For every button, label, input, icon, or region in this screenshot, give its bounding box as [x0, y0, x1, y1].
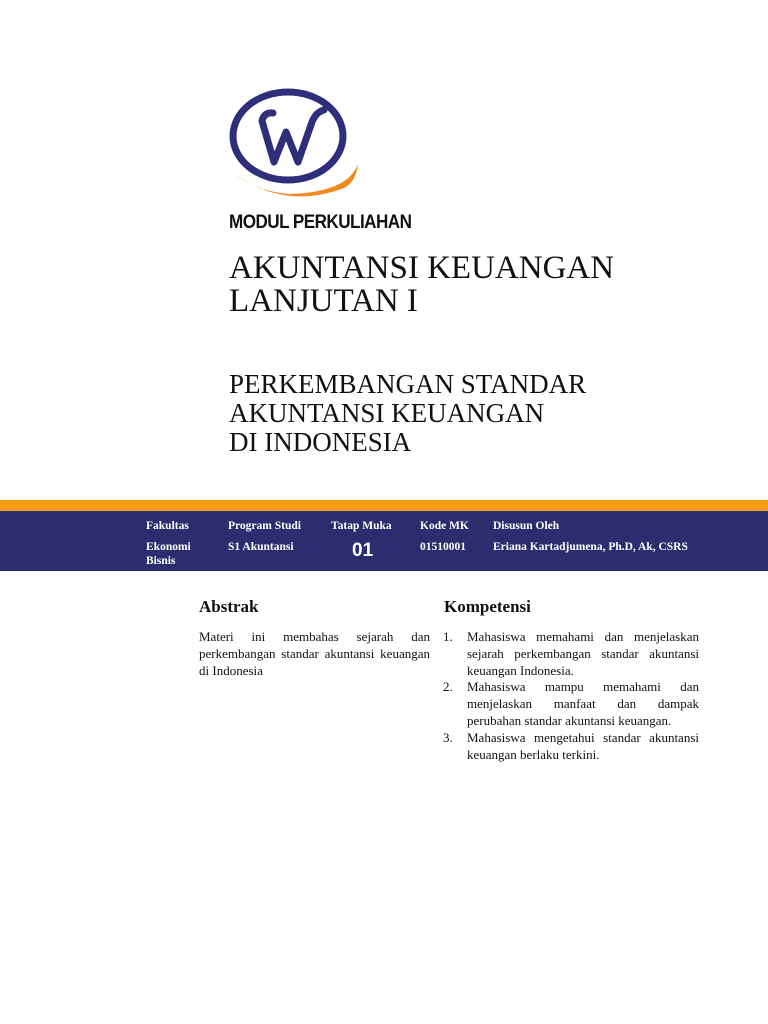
course-info-band [0, 511, 768, 571]
orange-divider [0, 500, 768, 511]
disusun-oleh-value: Eriana Kartadjumena, Ph.D, Ak, CSRS [493, 541, 688, 553]
kompetensi-item-text: Mahasiswa mampu memahami dan menjelaskan manfaat dan dampak perubahan standar akuntansi keuangan. [467, 679, 699, 728]
kompetensi-item-text: Mahasiswa memahami dan menjelaskan sejarah perkembangan standar akuntansi keuangan Indonesia. [467, 629, 699, 678]
university-logo [228, 88, 362, 208]
fakultas-label: Fakultas [146, 520, 189, 532]
kompetensi-item [441, 730, 699, 764]
module-label: MODUL PERKULIAHAN [229, 212, 412, 233]
kompetensi-item [441, 679, 699, 729]
abstract-heading: Abstrak [199, 597, 259, 616]
topic-title [229, 370, 586, 457]
tatap-muka-value: 01 [352, 540, 374, 561]
topic-title-line-3: DI INDONESIA [229, 427, 412, 457]
topic-title-line-2: AKUNTANSI KEUANGAN [229, 398, 545, 428]
course-title-line-1: AKUNTANSI KEUANGAN [229, 250, 615, 286]
program-studi-value: S1 Akuntansi [228, 541, 294, 553]
kompetensi-item-text: Mahasiswa mengetahui standar akuntansi keuangan berlaku terkini. [467, 729, 699, 762]
kompetensi-list [441, 629, 699, 763]
disusun-oleh-label: Disusun Oleh [493, 520, 560, 532]
topic-title-line-1: PERKEMBANGAN STANDAR [229, 369, 587, 399]
kompetensi-heading: Kompetensi [444, 597, 531, 616]
kompetensi-item-number: 2. [443, 679, 453, 695]
kompetensi-item-number: 1. [443, 629, 453, 644]
fakultas-value-line-2: Bisnis [146, 555, 176, 567]
tatap-muka-label: Tatap Muka [331, 520, 392, 532]
course-title [229, 252, 614, 318]
program-studi-label: Program Studi [228, 520, 301, 532]
fakultas-value-line-1: Ekonomi [146, 541, 191, 553]
kompetensi-item [441, 629, 699, 679]
kode-mk-label: Kode MK [420, 520, 469, 532]
kode-mk-value: 01510001 [420, 541, 466, 553]
course-title-line-2: LANJUTAN I [229, 283, 418, 319]
kompetensi-item-number: 3. [443, 729, 453, 745]
abstract-text: Materi ini membahas sejarah dan perkembangan standar akuntansi keuangan di Indonesia [199, 629, 430, 678]
